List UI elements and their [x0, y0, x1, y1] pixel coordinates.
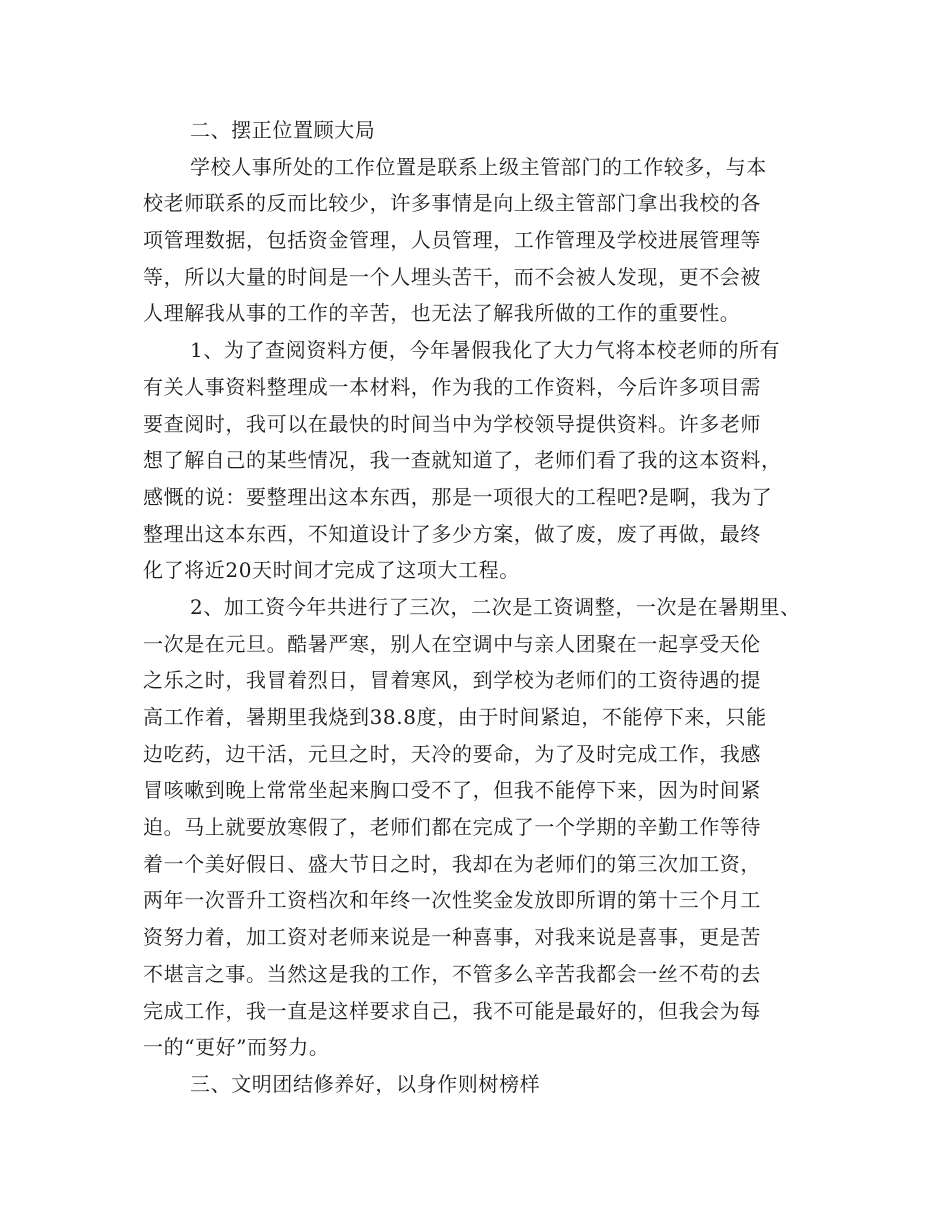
paragraph-line: 项管理数据，包括资金管理，人员管理，工作管理及学校进展管理等: [143, 228, 761, 253]
paragraph-line: 2、加工资今年共进行了三次，二次是工资调整，一次是在暑期里、: [190, 594, 801, 619]
paragraph-line: 想了解自己的某些情况，我一查就知道了，老师们看了我的这本资料，: [143, 448, 782, 473]
paragraph-line: 人理解我从事的工作的辛苦，也无法了解我所做的工作的重要性。: [143, 301, 741, 326]
paragraph-line: 之乐之时，我冒着烈日，冒着寒风，到学校为老师们的工资待遇的提: [143, 668, 761, 693]
paragraph-line: 一次是在元旦。酷暑严寒，别人在空调中与亲人团聚在一起享受天伦: [143, 631, 761, 656]
paragraph-line: 校老师联系的反而比较少，许多事情是向上级主管部门拿出我校的各: [143, 191, 761, 216]
paragraph-line: 资努力着，加工资对老师来说是一种喜事，对我来说是喜事，更是苦: [143, 925, 761, 950]
paragraph-line: 要查阅时，我可以在最快的时间当中为学校领导提供资料。许多老师: [143, 411, 761, 436]
paragraph-line: 两年一次晋升工资档次和年终一次性奖金发放即所谓的第十三个月工: [143, 888, 761, 913]
paragraph-line: 高工作着，暑期里我烧到38.8度，由于时间紧迫，不能停下来，只能: [143, 705, 767, 729]
paragraph-line: 感慨的说：要整理出这本东西，那是一项很大的工程吧?是啊，我为了: [143, 484, 773, 509]
paragraph-line: 等，所以大量的时间是一个人埋头苦干，而不会被人发现，更不会被: [143, 264, 761, 289]
section-heading: 二、摆正位置顾大局: [190, 118, 376, 142]
section-heading: 三、文明团结修养好，以身作则树榜样: [190, 1071, 541, 1096]
paragraph-line: 有关人事资料整理成一本材料，作为我的工作资料，今后许多项目需: [143, 374, 761, 399]
paragraph-line: 完成工作，我一直是这样要求自己，我不可能是最好的，但我会为每: [143, 998, 761, 1023]
paragraph-line: 边吃药，边干活，元旦之时，天冷的要命，为了及时完成工作，我感: [143, 741, 761, 766]
paragraph-line: 一的“更好”而努力。: [143, 1035, 330, 1060]
paragraph-line: 迫。马上就要放寒假了，老师们都在完成了一个学期的辛勤工作等待: [143, 815, 761, 840]
paragraph-line: 着一个美好假日、盛大节日之时，我却在为老师们的第三次加工资，: [143, 851, 761, 876]
paragraph-line: 整理出这本东西，不知道设计了多少方案，做了废，废了再做，最终: [143, 521, 761, 546]
document-body: [143, 112, 803, 1103]
paragraph-line: 冒咳嗽到晚上常常坐起来胸口受不了，但我不能停下来，因为时间紧: [143, 778, 761, 803]
paragraph-line: 1、为了查阅资料方便，今年暑假我化了大力气将本校老师的所有: [190, 338, 781, 363]
paragraph-line: 学校人事所处的工作位置是联系上级主管部门的工作较多，与本: [190, 154, 767, 179]
paragraph-line: 化了将近20天时间才完成了这项大工程。: [143, 558, 520, 583]
paragraph-line: 不堪言之事。当然这是我的工作，不管多么辛苦我都会一丝不苟的去: [143, 961, 761, 986]
